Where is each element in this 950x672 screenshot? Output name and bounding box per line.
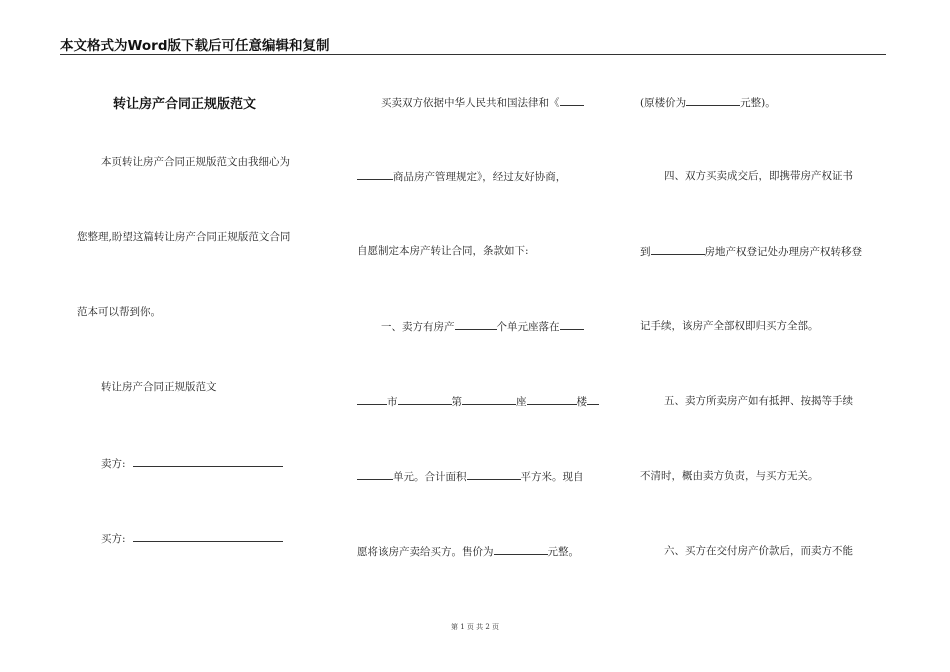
col2-line-3: 自愿制定本房产转让合同，条款如下:	[357, 245, 529, 257]
col2-line-4-text-a: 一、卖方有房产	[381, 321, 455, 333]
col2-line-5-text-d: 座	[516, 396, 527, 408]
seller-blank	[133, 455, 283, 467]
col3-line-3-text-a: 到	[640, 246, 651, 258]
col2-line-6	[357, 468, 584, 484]
col2-line-5-text-b: 市	[387, 396, 398, 408]
intro-line-3: 范本可以帮到你。	[77, 306, 161, 318]
col3-line-4: 记手续，该房产全部权即归买方全部。	[640, 320, 819, 332]
col3-line-1	[640, 94, 776, 110]
col3-line-1-text-a: (原楼价为	[640, 97, 687, 109]
blank	[357, 468, 393, 480]
col3-line-3	[640, 243, 862, 259]
buyer-blank	[133, 530, 283, 542]
blank	[560, 94, 584, 106]
col2-line-7-text-b: 元整。	[547, 546, 579, 558]
col2-line-2-text: 商品房产管理规定》，经过友好协商，	[393, 171, 567, 183]
page-header	[60, 34, 886, 55]
col3-line-7: 六、买方在交付房产价款后，而卖方不能	[664, 545, 853, 557]
col3-line-5: 五、卖方所卖房产如有抵押、按揭等手续	[664, 395, 853, 407]
blank	[587, 393, 599, 405]
blank	[651, 243, 705, 255]
col3-line-3-text-b: 房地产权登记处办理房产权转移登	[704, 246, 862, 258]
col2-line-4	[381, 318, 584, 334]
seller-field	[101, 455, 283, 471]
blank	[455, 318, 497, 330]
col2-line-2	[357, 168, 566, 184]
blank	[467, 468, 521, 480]
intro-line-1: 本页转让房产合同正规版范文由我细心为	[101, 156, 290, 168]
intro-line-2: 您整理,盼望这篇转让房产合同正规版范文合同	[77, 231, 291, 243]
col3-line-1-text-b: 元整)。	[740, 97, 776, 109]
buyer-label: 买方:	[101, 533, 126, 545]
col2-line-4-text-b: 个单元座落在	[496, 321, 560, 333]
col2-line-5-text-c: 第	[451, 396, 462, 408]
col2-line-6-text-b: 单元。合计面积	[393, 471, 467, 483]
blank	[560, 318, 584, 330]
seller-label: 卖方:	[101, 458, 126, 470]
subtitle-line: 转让房产合同正规版范文	[101, 381, 217, 393]
col2-line-5-text-e: 楼	[576, 396, 587, 408]
col2-line-5	[357, 393, 599, 409]
page-footer: 第 1 页 共 2 页	[450, 623, 500, 631]
blank	[527, 393, 577, 405]
blank	[494, 543, 548, 555]
col2-line-7	[357, 543, 579, 559]
col2-line-7-text-a: 愿将该房产卖给买方。售价为	[357, 546, 494, 558]
document-title: 转让房产合同正规版范文	[113, 97, 257, 112]
buyer-field	[101, 530, 283, 546]
header-title: 本文格式为Word版下载后可任意编辑和复制	[60, 38, 330, 54]
col3-line-2: 四、双方买卖成交后，即携带房产权证书	[664, 170, 853, 182]
blank	[398, 393, 452, 405]
col3-line-6: 不清时，概由卖方负责，与买方无关。	[640, 470, 819, 482]
blank	[357, 393, 387, 405]
blank	[357, 168, 393, 180]
col2-line-1-text: 买卖双方依据中华人民共和国法律和《	[381, 97, 560, 109]
blank	[462, 393, 516, 405]
col2-line-1	[381, 94, 584, 110]
col2-line-6-text-c: 平方米。现自	[520, 471, 584, 483]
blank	[686, 94, 740, 106]
